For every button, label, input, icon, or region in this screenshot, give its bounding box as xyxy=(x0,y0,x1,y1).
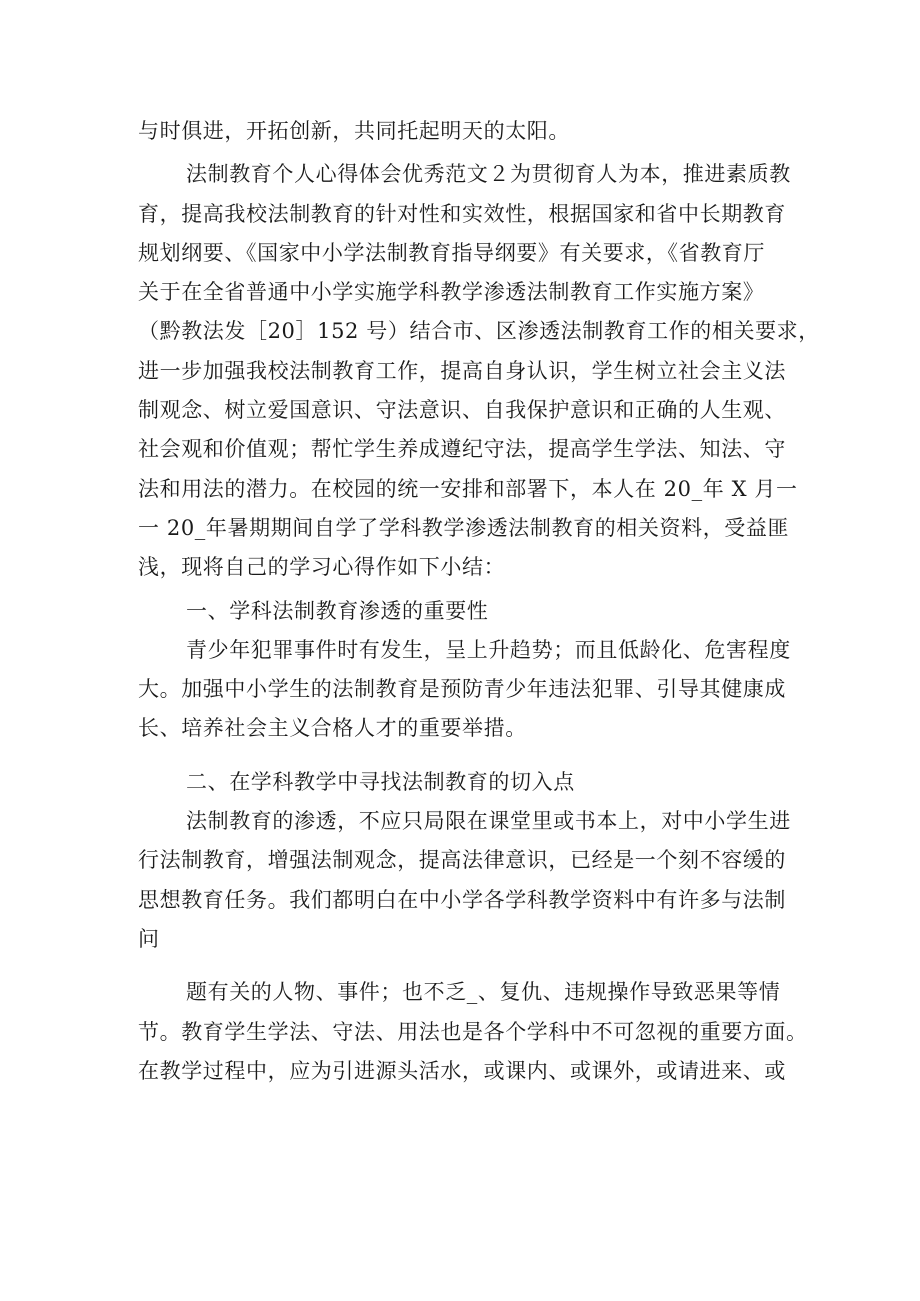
text-line: 与时俱进，开拓创新，共同托起明天的太阳。 xyxy=(138,119,570,143)
text-line: 浅，现将自己的学习心得作如下小结： xyxy=(138,555,506,580)
text-line: 规划纲要、《国家中小学法制教育指导纲要》有关要求，《省教育厅 xyxy=(138,240,765,265)
text-line: 思想教育任务。我们都明白在中小学各学科教学资料中有许多与法制 xyxy=(138,887,786,912)
section-heading-2: 二、在学科教学中寻找法制教育的切入点 xyxy=(186,769,575,794)
text-line: 行法制教育，增强法制观念，提高法律意识，已经是一个刻不容缓的 xyxy=(138,848,786,873)
text-line: 在教学过程中，应为引进源头活水，或课内、或课外，或请进来、或 xyxy=(138,1058,786,1083)
text-line: 关于在全省普通中小学实施学科教学渗透法制教育工作实施方案》 xyxy=(138,280,765,305)
document-body xyxy=(138,112,820,1091)
text-line: 大。加强中小学生的法制教育是预防青少年违法犯罪、引导其健康成 xyxy=(138,677,786,702)
text-line: （黔教法发［20］152 号）结合市、区渗透法制教育工作的相关要求， xyxy=(138,319,820,344)
text-line: 制观念、树立爱国意识、守法意识、自我保护意识和正确的人生观、 xyxy=(138,398,786,423)
paragraph-first-line: 题有关的人物、事件；也不乏_、复仇、违规操作导致恶果等情 xyxy=(186,980,781,1005)
section-heading-1: 一、学科法制教育渗透的重要性 xyxy=(186,598,489,623)
text-line: 育，提高我校法制教育的针对性和实效性，根据国家和省中长期教育 xyxy=(138,201,786,226)
text-line: 节。教育学生学法、守法、用法也是各个学科中不可忽视的重要方面。 xyxy=(138,1019,808,1044)
paragraph-first-line: 青少年犯罪事件时有发生，呈上升趋势；而且低龄化、危害程度 xyxy=(186,637,791,662)
text-line: 长、培养社会主义合格人才的重要举措。 xyxy=(138,716,527,741)
text-line: 法和用法的潜力。在校园的统一安排和部署下，本人在 20_年 X 月一 xyxy=(138,476,798,501)
text-line: 一 20_年暑期期间自学了学科教学渗透法制教育的相关资料，受益匪 xyxy=(138,515,790,540)
text-line: 社会观和价值观；帮忙学生养成遵纪守法，提高学生学法、知法、守 xyxy=(138,437,786,462)
paragraph-first-line: 法制教育个人心得体会优秀范文２为贯彻育人为本，推进素质教 xyxy=(186,162,791,187)
paragraph-first-line: 法制教育的渗透，不应只局限在课堂里或书本上，对中小学生进 xyxy=(186,809,791,834)
text-line: 进一步加强我校法制教育工作，提高自身认识，学生树立社会主义法 xyxy=(138,358,786,383)
text-line: 问 xyxy=(138,926,160,951)
